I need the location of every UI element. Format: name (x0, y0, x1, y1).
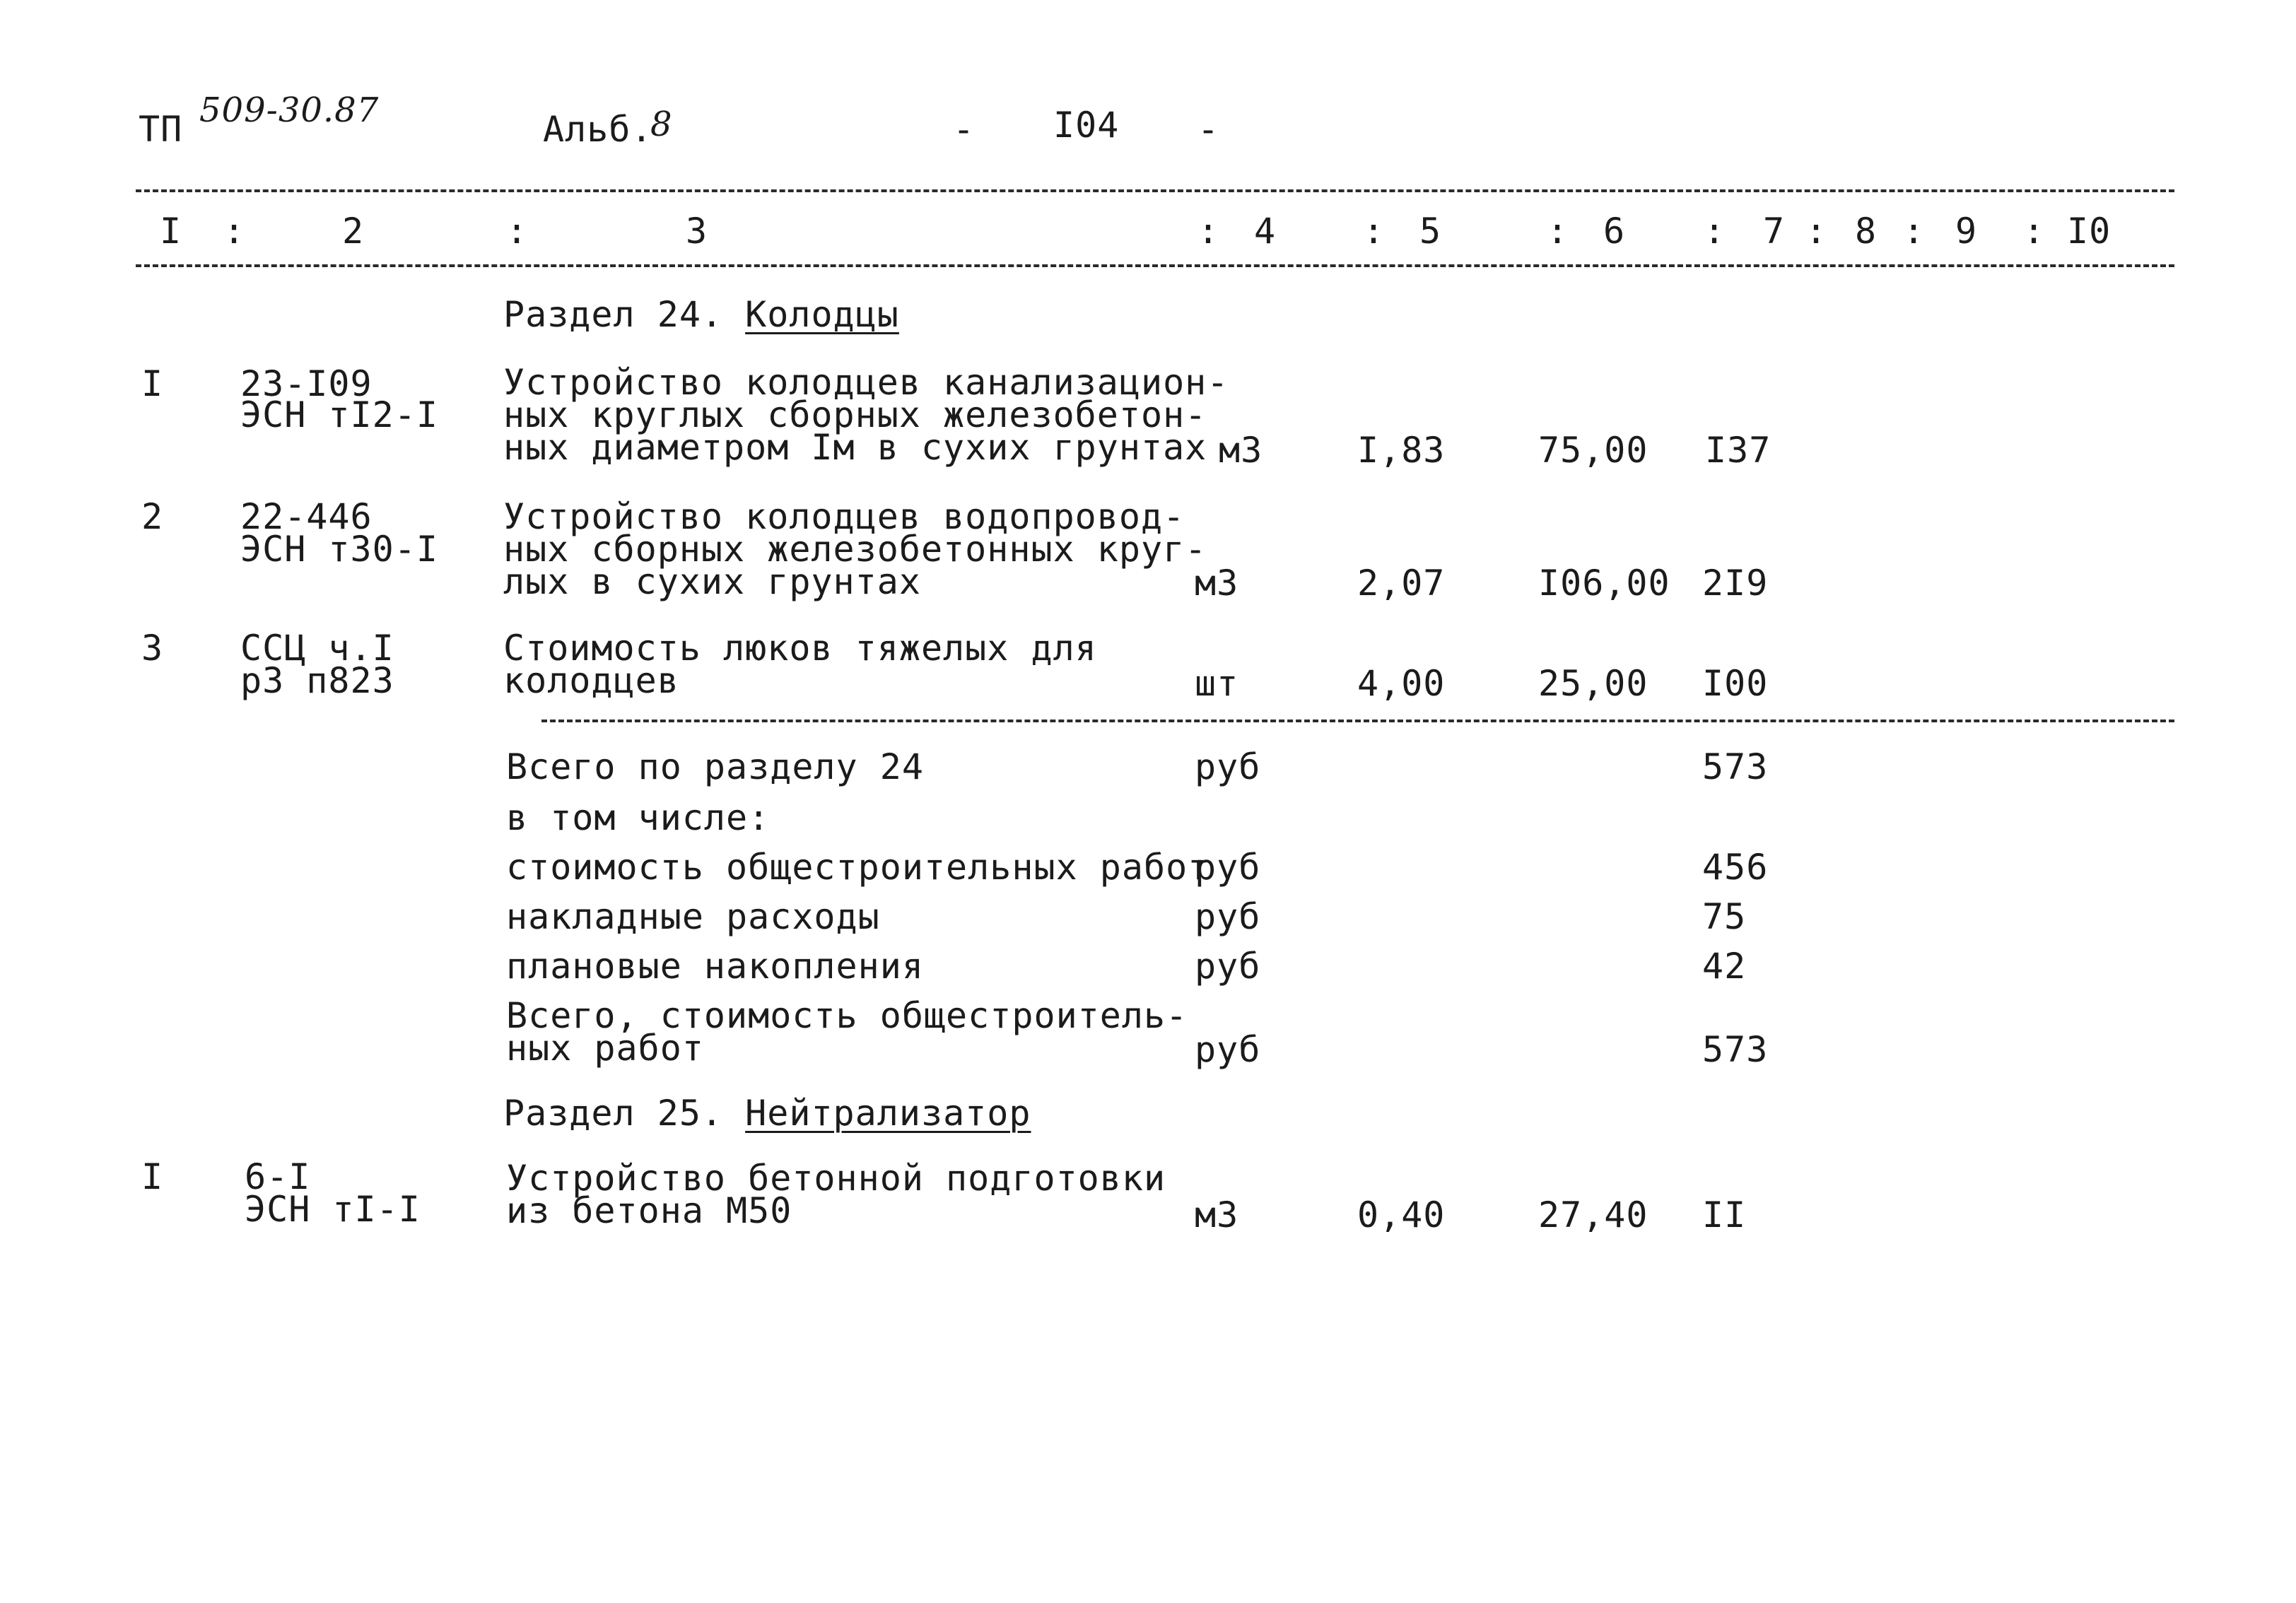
column-sep-4: : (1197, 211, 1220, 252)
summary-total: 42 (1702, 946, 1747, 987)
doc-prefix: ТП (139, 109, 183, 150)
row-number: I (141, 1156, 164, 1197)
column-sep-10: : (2023, 211, 2046, 252)
row-unit: м3 (1195, 563, 1239, 604)
row-code-line1: 22-446 (240, 496, 373, 537)
row-description: Устройство колодцев канализацион- ных круглых сборных железобетон- ных диаметром Iм в сухих грунтах (503, 362, 1229, 468)
summary-label: в том числе: (506, 797, 771, 838)
row-code-line2: ЭСН тI-I (245, 1189, 421, 1230)
summary-unit: руб (1195, 746, 1261, 787)
summary-total: 75 (1702, 896, 1747, 937)
header-bottom-rule (136, 264, 2174, 267)
doc-number: 509-30.87 (199, 90, 380, 130)
column-sep-7: : (1704, 211, 1726, 252)
summary-total: 573 (1702, 1029, 1769, 1070)
row-price: I06,00 (1538, 563, 1670, 604)
row-number: 3 (141, 628, 164, 669)
summary-total: 456 (1702, 847, 1769, 888)
row-code-line2: ЭСН т30-I (240, 529, 438, 570)
section-25-heading (503, 1093, 1031, 1134)
row-total: I37 (1705, 430, 1771, 471)
row-unit: м3 (1195, 1194, 1239, 1235)
summary-label: стоимость общестроительных работ (506, 847, 1210, 888)
column-sep-2: : (223, 211, 246, 252)
summary-total: 573 (1702, 746, 1769, 787)
row-code-line2: ЭСН тI2-I (240, 394, 438, 435)
column-header-6: 6 (1603, 211, 1626, 252)
row-code-line1: ССЦ ч.I (240, 628, 394, 669)
column-header-8: 8 (1855, 211, 1878, 252)
column-header-4: 4 (1254, 211, 1277, 252)
row-code-line2: р3 п823 (240, 660, 394, 701)
column-header-7: 7 (1763, 211, 1786, 252)
summary-unit: руб (1195, 946, 1261, 987)
summary-label: накладные расходы (506, 896, 880, 937)
row-total: I00 (1702, 663, 1769, 704)
summary-unit: руб (1195, 896, 1261, 937)
summary-unit: руб (1195, 1029, 1261, 1070)
album-number: 8 (650, 105, 673, 144)
summary-unit: руб (1195, 847, 1261, 888)
row-number: I (141, 363, 164, 404)
section-24-prefix: Раздел 24. (503, 294, 724, 335)
row-total: 2I9 (1702, 563, 1769, 604)
column-header-1: I (160, 211, 182, 252)
row-quantity: 4,00 (1357, 663, 1446, 704)
section-25-prefix: Раздел 25. (503, 1093, 724, 1134)
row-number: 2 (141, 496, 164, 537)
section-25-title: Нейтрализатор (745, 1093, 1031, 1134)
summary-label: плановые накопления (506, 946, 924, 987)
row-total: II (1702, 1194, 1747, 1235)
row-price: 25,00 (1538, 663, 1648, 704)
row-code-line1: 6-I (245, 1156, 311, 1197)
dash-left: - (953, 109, 976, 150)
row-quantity: 2,07 (1357, 563, 1446, 604)
summary-label: Всего, стоимость общестроитель- ных работ (506, 995, 1188, 1069)
row-price: 75,00 (1538, 430, 1648, 471)
row-quantity: I,83 (1357, 430, 1446, 471)
column-header-9: 9 (1955, 211, 1978, 252)
column-sep-3: : (506, 211, 529, 252)
summary-label: Всего по разделу 24 (506, 746, 924, 787)
row-description: Устройство бетонной подготовки из бетона М50 (506, 1158, 1166, 1231)
column-header-5: 5 (1419, 211, 1442, 252)
row-description: Устройство колодцев водопровод- ных сборных железобетонных круг- лых в сухих грунтах (503, 496, 1207, 602)
column-sep-6: : (1547, 211, 1569, 252)
album-label: Альб. (543, 109, 653, 150)
row-unit: шт (1195, 663, 1239, 704)
row-price: 27,40 (1538, 1194, 1648, 1235)
page-number: I04 (1053, 105, 1120, 146)
column-sep-9: : (1903, 211, 1926, 252)
dash-right: - (1197, 109, 1220, 150)
section-24-total-rule (541, 720, 2174, 722)
column-header-10: I0 (2067, 211, 2112, 252)
row-description: Стоимость люков тяжелых для колодцев (503, 628, 1097, 701)
section-24-title: Колодцы (745, 294, 899, 335)
column-sep-8: : (1805, 211, 1828, 252)
row-quantity: 0,40 (1357, 1194, 1446, 1235)
column-sep-5: : (1363, 211, 1386, 252)
header-top-rule (136, 189, 2174, 192)
section-24-heading (503, 294, 899, 335)
column-header-3: 3 (686, 211, 708, 252)
row-code-line1: 23-I09 (240, 363, 373, 404)
column-header-2: 2 (342, 211, 365, 252)
row-unit: м3 (1219, 430, 1263, 471)
